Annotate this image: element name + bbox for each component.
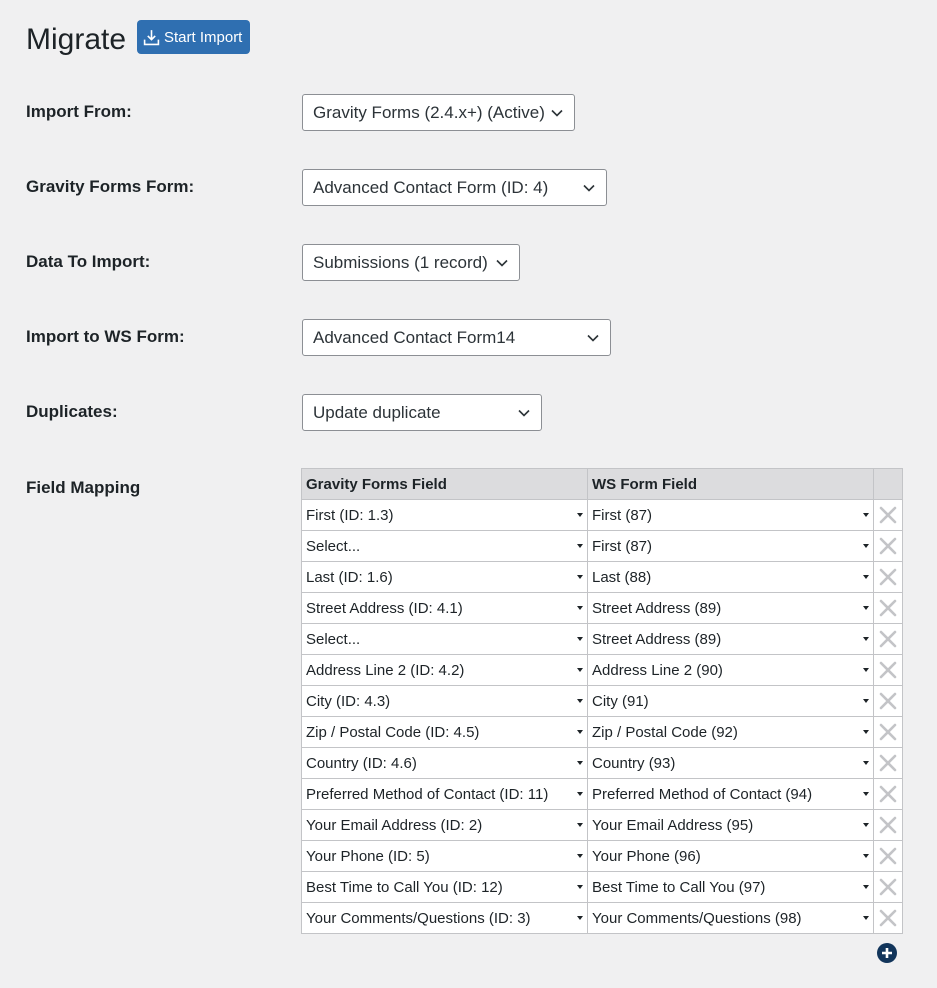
import-to-select[interactable]	[302, 319, 611, 356]
gravity-field-select[interactable]	[302, 624, 587, 654]
dropdown-arrow-icon	[577, 761, 583, 765]
gravity-field-cell	[302, 717, 588, 748]
gravity-field-cell	[302, 531, 588, 562]
table-row	[302, 810, 903, 841]
dropdown-arrow-icon	[863, 761, 869, 765]
ws-field-cell	[588, 562, 874, 593]
chevron-down-icon	[582, 181, 596, 195]
duplicates-label: Duplicates:	[26, 402, 118, 421]
table-row	[302, 841, 903, 872]
table-row	[302, 779, 903, 810]
select-value: Preferred Method of Contact (ID: 11)	[306, 785, 549, 803]
actions-cell	[874, 872, 903, 903]
close-icon	[879, 754, 897, 772]
ws-field-cell	[588, 686, 874, 717]
ws-field-cell	[588, 717, 874, 748]
actions-cell	[874, 531, 903, 562]
dropdown-arrow-icon	[577, 730, 583, 734]
duplicates-select[interactable]	[302, 394, 542, 431]
ws-field-select[interactable]	[588, 686, 873, 716]
ws-field-cell	[588, 655, 874, 686]
select-value: Zip / Postal Code (92)	[592, 723, 738, 741]
dropdown-arrow-icon	[577, 513, 583, 517]
actions-cell	[874, 748, 903, 779]
ws-field-select[interactable]	[588, 872, 873, 902]
select-value: Best Time to Call You (ID: 12)	[306, 878, 503, 896]
gravity-field-select[interactable]	[302, 810, 587, 840]
select-value: Country (93)	[592, 754, 676, 772]
select-value: Address Line 2 (90)	[592, 661, 723, 679]
delete-row-button[interactable]	[874, 717, 902, 747]
actions-cell	[874, 779, 903, 810]
delete-row-button[interactable]	[874, 500, 902, 530]
gravity-field-cell	[302, 655, 588, 686]
dropdown-arrow-icon	[863, 637, 869, 641]
page-title: Migrate	[26, 23, 127, 56]
delete-row-button[interactable]	[874, 841, 902, 871]
actions-cell	[874, 655, 903, 686]
delete-row-button[interactable]	[874, 655, 902, 685]
dropdown-arrow-icon	[863, 606, 869, 610]
close-icon	[879, 661, 897, 679]
select-value: Country (ID: 4.6)	[306, 754, 417, 772]
delete-row-button[interactable]	[874, 779, 902, 809]
dropdown-arrow-icon	[863, 792, 869, 796]
actions-cell	[874, 717, 903, 748]
select-value: City (ID: 4.3)	[306, 692, 391, 710]
gravity-field-select[interactable]	[302, 655, 587, 685]
dropdown-arrow-icon	[577, 575, 583, 579]
field-mapping-table	[301, 468, 903, 934]
select-value: Your Comments/Questions (ID: 3)	[306, 909, 531, 927]
close-icon	[879, 630, 897, 648]
dropdown-arrow-icon	[577, 823, 583, 827]
close-icon	[879, 816, 897, 834]
dropdown-arrow-icon	[863, 513, 869, 517]
actions-cell	[874, 562, 903, 593]
gravity-field-select[interactable]	[302, 779, 587, 809]
gravity-field-select[interactable]	[302, 500, 587, 530]
table-row	[302, 686, 903, 717]
import-from-value: Gravity Forms (2.4.x+) (Active)	[313, 102, 545, 122]
ws-field-select[interactable]	[588, 717, 873, 747]
download-icon	[143, 29, 160, 46]
close-icon	[879, 599, 897, 617]
data-to-import-select[interactable]	[302, 244, 520, 281]
plus-circle-icon[interactable]	[877, 943, 897, 963]
close-icon	[879, 537, 897, 555]
dropdown-arrow-icon	[577, 668, 583, 672]
duplicates-value: Update duplicate	[313, 402, 441, 422]
delete-row-button[interactable]	[874, 624, 902, 654]
select-value: Your Comments/Questions (98)	[592, 909, 802, 927]
gravity-field-cell	[302, 872, 588, 903]
ws-field-select[interactable]	[588, 655, 873, 685]
ws-field-select[interactable]	[588, 531, 873, 561]
actions-cell	[874, 686, 903, 717]
header-actions	[874, 469, 903, 500]
actions-cell	[874, 841, 903, 872]
table-row	[302, 717, 903, 748]
import-to-value: Advanced Contact Form14	[313, 327, 516, 347]
ws-field-select[interactable]	[588, 903, 873, 933]
gravity-field-cell	[302, 748, 588, 779]
ws-field-select[interactable]	[588, 841, 873, 871]
ws-field-cell	[588, 500, 874, 531]
actions-cell	[874, 903, 903, 934]
actions-cell	[874, 624, 903, 655]
start-import-label: Start Import	[164, 28, 243, 46]
dropdown-arrow-icon	[577, 699, 583, 703]
ws-field-cell	[588, 624, 874, 655]
import-from-select[interactable]	[302, 94, 575, 131]
dropdown-arrow-icon	[863, 854, 869, 858]
close-icon	[879, 909, 897, 927]
close-icon	[879, 785, 897, 803]
chevron-down-icon	[586, 331, 600, 345]
header-ws-field: WS Form Field	[588, 469, 874, 500]
actions-cell	[874, 810, 903, 841]
dropdown-arrow-icon	[863, 544, 869, 548]
select-value: First (87)	[592, 537, 652, 555]
select-value: City (91)	[592, 692, 649, 710]
delete-row-button[interactable]	[874, 810, 902, 840]
ws-field-cell	[588, 841, 874, 872]
ws-field-select[interactable]	[588, 810, 873, 840]
gravity-field-cell	[302, 500, 588, 531]
ws-field-cell	[588, 531, 874, 562]
table-row	[302, 562, 903, 593]
select-value: Address Line 2 (ID: 4.2)	[306, 661, 465, 679]
table-row	[302, 872, 903, 903]
gravity-field-cell	[302, 593, 588, 624]
gf-form-select[interactable]	[302, 169, 607, 206]
gravity-field-cell	[302, 562, 588, 593]
gravity-field-select[interactable]	[302, 903, 587, 933]
ws-field-select[interactable]	[588, 500, 873, 530]
dropdown-arrow-icon	[863, 916, 869, 920]
start-import-button[interactable]	[137, 20, 250, 54]
select-value: First (ID: 1.3)	[306, 506, 394, 524]
select-value: Select...	[306, 537, 361, 555]
close-icon	[879, 847, 897, 865]
table-row	[302, 748, 903, 779]
select-value: Your Phone (ID: 5)	[306, 847, 430, 865]
gravity-field-select[interactable]	[302, 593, 587, 623]
close-icon	[879, 506, 897, 524]
gravity-field-select[interactable]	[302, 717, 587, 747]
gravity-field-cell	[302, 810, 588, 841]
select-value: Street Address (89)	[592, 599, 722, 617]
table-row	[302, 593, 903, 624]
gravity-field-cell	[302, 686, 588, 717]
delete-row-button[interactable]	[874, 686, 902, 716]
delete-row-button[interactable]	[874, 748, 902, 778]
delete-row-button[interactable]	[874, 531, 902, 561]
ws-field-cell	[588, 903, 874, 934]
dropdown-arrow-icon	[863, 699, 869, 703]
select-value: Street Address (ID: 4.1)	[306, 599, 463, 617]
table-row	[302, 531, 903, 562]
select-value: Your Email Address (95)	[592, 816, 754, 834]
dropdown-arrow-icon	[863, 730, 869, 734]
ws-field-cell	[588, 779, 874, 810]
ws-field-select[interactable]	[588, 593, 873, 623]
dropdown-arrow-icon	[577, 885, 583, 889]
gravity-field-select[interactable]	[302, 686, 587, 716]
gf-form-value: Advanced Contact Form (ID: 4)	[313, 177, 549, 197]
actions-cell	[874, 500, 903, 531]
delete-row-button[interactable]	[874, 903, 902, 933]
gf-form-label: Gravity Forms Form:	[26, 177, 195, 196]
gravity-field-cell	[302, 903, 588, 934]
ws-field-select[interactable]	[588, 779, 873, 809]
close-icon	[879, 692, 897, 710]
field-mapping-label: Field Mapping	[26, 478, 141, 497]
table-row	[302, 655, 903, 686]
table-row	[302, 903, 903, 934]
select-value: Last (88)	[592, 568, 652, 586]
gravity-field-select[interactable]	[302, 872, 587, 902]
ws-field-select[interactable]	[588, 562, 873, 592]
select-value: Last (ID: 1.6)	[306, 568, 393, 586]
select-value: Preferred Method of Contact (94)	[592, 785, 813, 803]
dropdown-arrow-icon	[577, 854, 583, 858]
chevron-down-icon	[495, 256, 509, 270]
gravity-field-select[interactable]	[302, 841, 587, 871]
select-value: Best Time to Call You (97)	[592, 878, 766, 896]
gravity-field-select[interactable]	[302, 748, 587, 778]
ws-field-cell	[588, 810, 874, 841]
chevron-down-icon	[517, 406, 531, 420]
import-from-label: Import From:	[26, 102, 132, 121]
ws-field-select[interactable]	[588, 624, 873, 654]
select-value: Zip / Postal Code (ID: 4.5)	[306, 723, 480, 741]
dropdown-arrow-icon	[577, 544, 583, 548]
dropdown-arrow-icon	[577, 792, 583, 796]
chevron-down-icon	[550, 106, 564, 120]
gravity-field-select[interactable]	[302, 562, 587, 592]
dropdown-arrow-icon	[863, 575, 869, 579]
data-to-import-value: Submissions (1 record)	[313, 252, 488, 272]
ws-field-cell	[588, 748, 874, 779]
delete-row-button[interactable]	[874, 872, 902, 902]
gravity-field-select[interactable]	[302, 531, 587, 561]
select-value: Street Address (89)	[592, 630, 722, 648]
gravity-field-cell	[302, 779, 588, 810]
ws-field-select[interactable]	[588, 748, 873, 778]
gravity-field-cell	[302, 624, 588, 655]
dropdown-arrow-icon	[577, 637, 583, 641]
mapping-rows	[302, 500, 903, 934]
table-header-row	[302, 469, 903, 500]
dropdown-arrow-icon	[577, 606, 583, 610]
close-icon	[879, 723, 897, 741]
ws-field-cell	[588, 872, 874, 903]
dropdown-arrow-icon	[863, 823, 869, 827]
dropdown-arrow-icon	[577, 916, 583, 920]
select-value: Select...	[306, 630, 361, 648]
close-icon	[879, 568, 897, 586]
import-to-label: Import to WS Form:	[26, 327, 185, 346]
header-gravity-field: Gravity Forms Field	[302, 469, 588, 500]
close-icon	[879, 878, 897, 896]
select-value: Your Phone (96)	[592, 847, 701, 865]
select-value: Your Email Address (ID: 2)	[306, 816, 483, 834]
select-value: First (87)	[592, 506, 652, 524]
dropdown-arrow-icon	[863, 885, 869, 889]
delete-row-button[interactable]	[874, 562, 902, 592]
delete-row-button[interactable]	[874, 593, 902, 623]
table-row	[302, 624, 903, 655]
gravity-field-cell	[302, 841, 588, 872]
dropdown-arrow-icon	[863, 668, 869, 672]
data-to-import-label: Data To Import:	[26, 252, 151, 271]
ws-field-cell	[588, 593, 874, 624]
table-row	[302, 500, 903, 531]
actions-cell	[874, 593, 903, 624]
